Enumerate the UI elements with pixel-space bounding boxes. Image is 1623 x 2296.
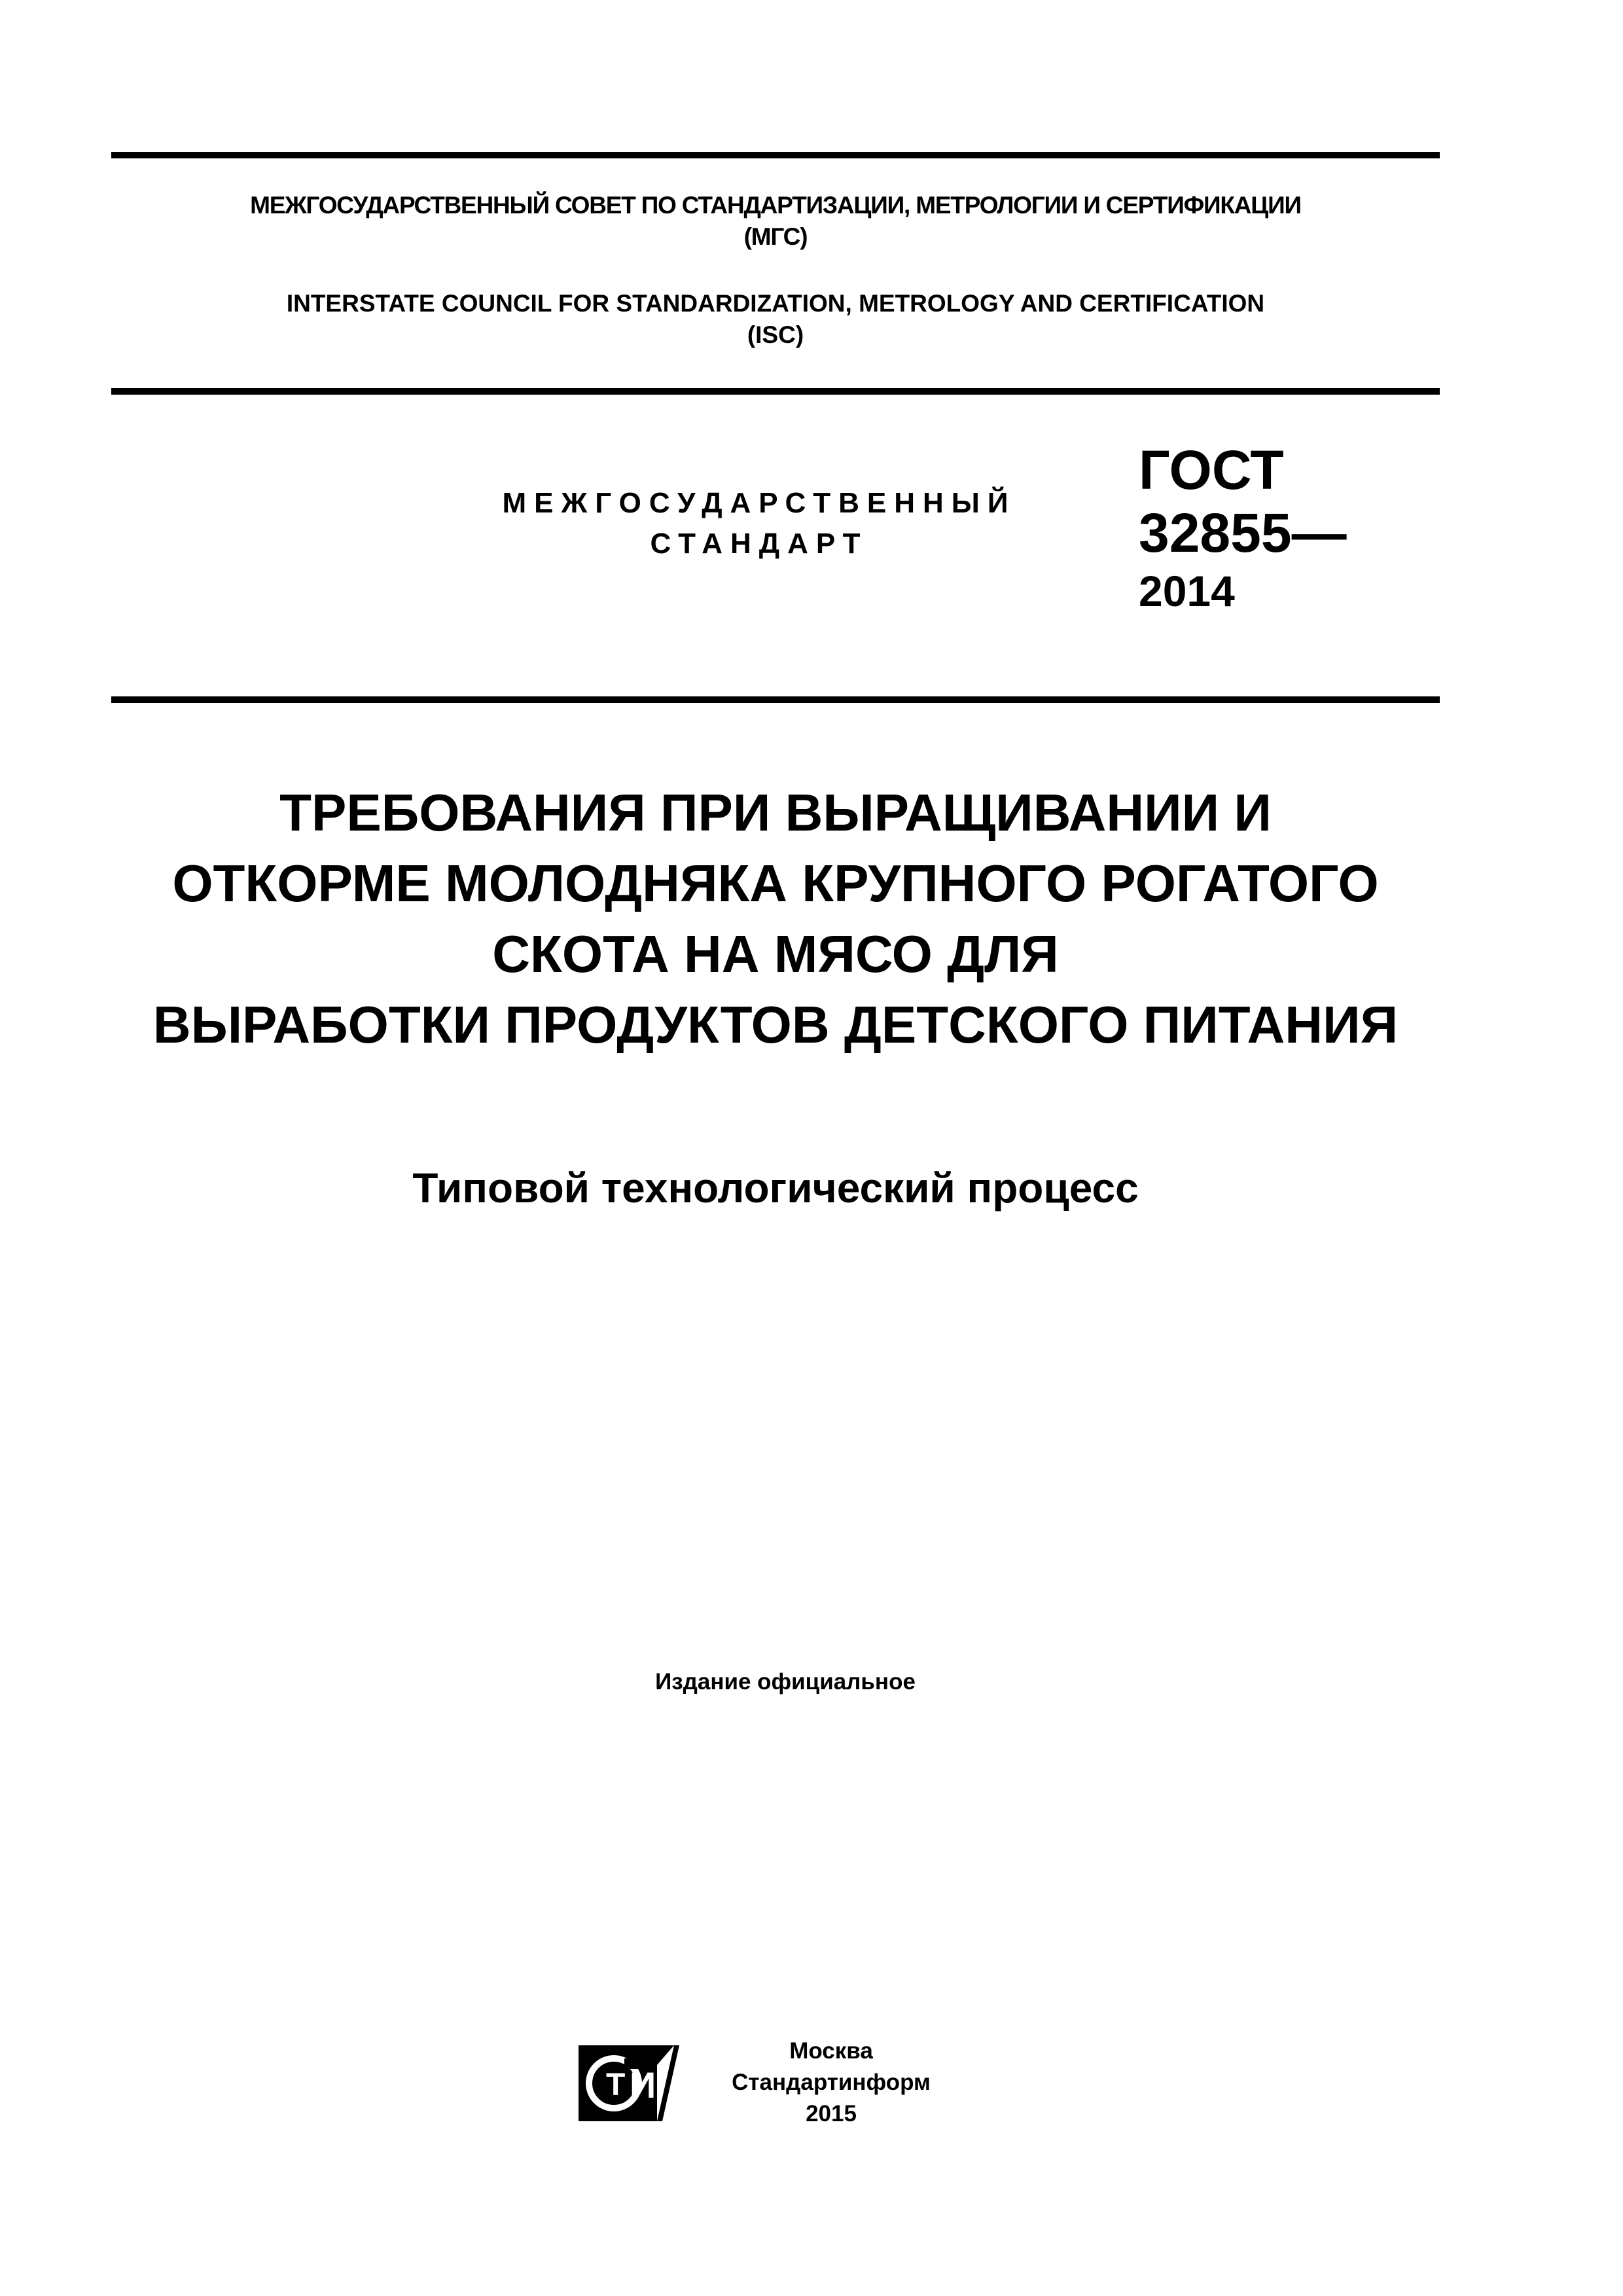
publisher-city: Москва bbox=[789, 2038, 873, 2064]
svg-text:Т: Т bbox=[606, 2068, 626, 2102]
council-name-ru bbox=[111, 190, 1440, 253]
gost-designation bbox=[1139, 439, 1347, 618]
svg-text:И: И bbox=[630, 2064, 656, 2106]
council-en-text: INTERSTATE COUNCIL FOR STANDARDIZATION, METROLOGY AND CERTIFICATION bbox=[286, 290, 1265, 317]
top-rule bbox=[111, 152, 1440, 158]
title-line: ВЫРАБОТКИ ПРОДУКТОВ ДЕТСКОГО ПИТАНИЯ bbox=[152, 996, 1399, 1054]
standard-kind bbox=[458, 483, 1060, 564]
publisher-year: 2015 bbox=[806, 2101, 857, 2126]
standard-kind-line2: СТАНДАРТ bbox=[650, 528, 868, 560]
middle-rule bbox=[111, 388, 1440, 395]
standartinform-logo-icon bbox=[576, 2039, 681, 2124]
document-title bbox=[79, 778, 1472, 1060]
gost-year: 2014 bbox=[1139, 567, 1235, 615]
edition-note: Издание официальное bbox=[655, 1669, 916, 1695]
council-ru-abbr: (МГС) bbox=[743, 223, 808, 250]
council-en-abbr: (ISC) bbox=[747, 321, 804, 348]
council-name-en bbox=[111, 288, 1440, 351]
title-line: ОТКОРМЕ МОЛОДНЯКА КРУПНОГО РОГАТОГО bbox=[172, 854, 1379, 912]
publisher-name: Стандартинформ bbox=[732, 2070, 931, 2095]
title-line: ТРЕБОВАНИЯ ПРИ ВЫРАЩИВАНИИ И bbox=[279, 783, 1272, 842]
lower-rule bbox=[111, 696, 1440, 703]
council-ru-text: МЕЖГОСУДАРСТВЕННЫЙ СОВЕТ ПО СТАНДАРТИЗАЦИИ, МЕТРОЛОГИИ И СЕРТИФИКАЦИИ bbox=[250, 192, 1301, 219]
document-subtitle: Типовой технологический процесс bbox=[412, 1164, 1139, 1211]
title-line: СКОТА НА МЯСО ДЛЯ bbox=[492, 925, 1059, 983]
standard-kind-line1: МЕЖГОСУДАРСТВЕННЫЙ bbox=[502, 487, 1016, 519]
publisher-block bbox=[694, 2036, 969, 2130]
gost-label: ГОСТ bbox=[1139, 439, 1284, 501]
gost-number: 32855— bbox=[1139, 502, 1347, 564]
